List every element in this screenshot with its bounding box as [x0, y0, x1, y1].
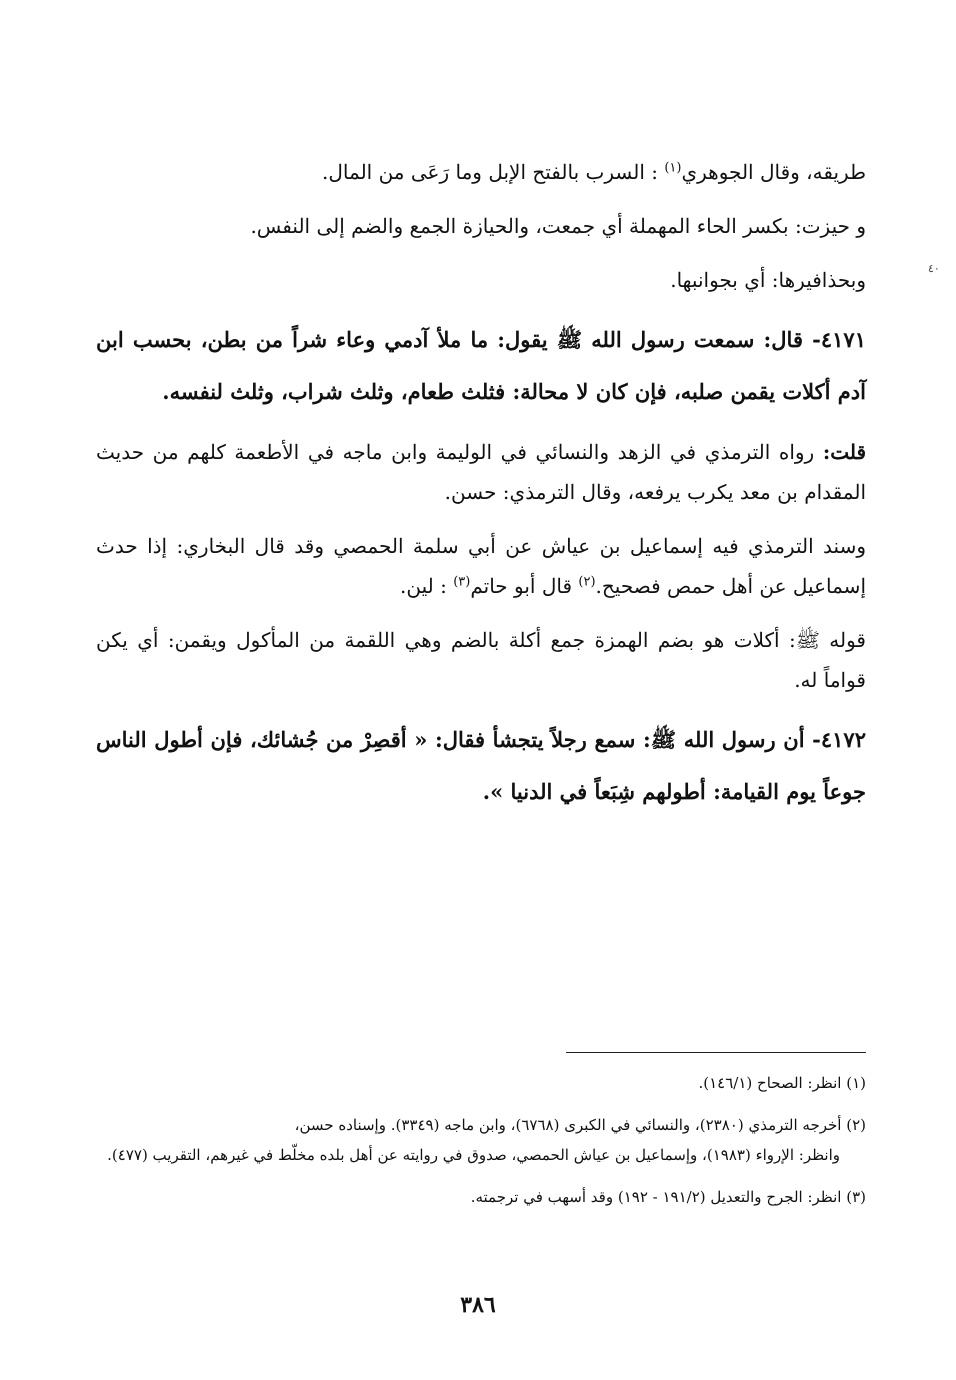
footnote-ref-1[interactable]: (١) — [664, 160, 682, 176]
qultu-label: قلت: — [822, 440, 867, 464]
paragraph-qultu — [96, 432, 866, 512]
margin-mark: ٤٠ — [928, 262, 940, 275]
hadith-4171: ٤١٧١- قال: سمعت رسول الله ﷺ يقول: ما ملأ آدمي وعاء شراً من بطن، بحسب ابن آدم أكلات يقمن صلبه، فإن كان لا محالة: فثلث طعام، وثلث شراب، وثلث لنفسه. — [96, 327, 866, 404]
text-segment: طريقه، وقال الجوهري — [681, 160, 866, 184]
footnote-ref-2[interactable]: (٢) — [578, 574, 596, 590]
footnote-divider — [566, 1052, 866, 1053]
paragraph-hadhafir: وبحذافيرها: أي بجوانبها. — [670, 268, 866, 292]
text-segment: : السرب بالفتح الإبل وما رَعَى من المال. — [322, 160, 658, 184]
paragraph-sanad — [96, 526, 866, 606]
text-segment: قال أبو حاتم — [470, 574, 573, 598]
hadith-4172: ٤١٧٢- أن رسول الله ﷺ: سمع رجلاً يتجشأ فقال: « أقصِرْ من جُشائك، فإن أطول الناس جوعاً يوم القيامة: أطولهم شِبَعاً في الدنيا ». — [96, 727, 866, 804]
paragraph-sarb — [96, 152, 866, 192]
footnote-2 — [96, 1110, 866, 1170]
paragraph-qawluhu: قوله ﷺ: أكلات هو بضم الهمزة جمع أكلة بالضم وهي اللقمة من المأكول ويقمن: أي يكن قواماً له. — [96, 628, 866, 692]
footnote-2-line2: وانظر: الإرواء (١٩٨٣)، وإسماعيل بن عياش الحمصي، صدوق في روايته عن أهل بلده مخلّط في غيرهم، التقريب (٤٧٧). — [107, 1146, 840, 1164]
text-segment: : لين. — [400, 574, 447, 598]
qultu-text: رواه الترمذي في الزهد والنسائي في الوليمة وابن ماجه في الأطعمة كلهم من حديث المقدام بن معد يكرب يرفعه، وقال الترمذي: حسن. — [96, 440, 866, 504]
main-text — [96, 152, 866, 832]
footnote-ref-3[interactable]: (٣) — [453, 574, 471, 590]
footnotes — [96, 1068, 866, 1224]
paragraph-hizat: و حيزت: بكسر الحاء المهملة أي جمعت، والحيازة الجمع والضم إلى النفس. — [250, 214, 866, 238]
footnote-1: (١) انظر: الصحاح (١٤٦/١). — [698, 1074, 866, 1092]
footnote-2-line1: (٢) أخرجه الترمذي (٢٣٨٠)، والنسائي في الكبرى (٦٧٦٨)، وابن ماجه (٣٣٤٩). وإسناده حسن، — [294, 1116, 866, 1134]
page-number: ٣٨٦ — [460, 1292, 496, 1318]
text-segment: وسند الترمذي فيه إسماعيل بن عياش عن أبي سلمة الحمصي وقد قال البخاري: إذا حدث إسماعيل عن أهل حمص فصحيح. — [96, 534, 866, 598]
footnote-3: (٣) انظر: الجرح والتعديل (١٩١/٢ - ١٩٢) وقد أسهب في ترجمته. — [470, 1188, 866, 1206]
